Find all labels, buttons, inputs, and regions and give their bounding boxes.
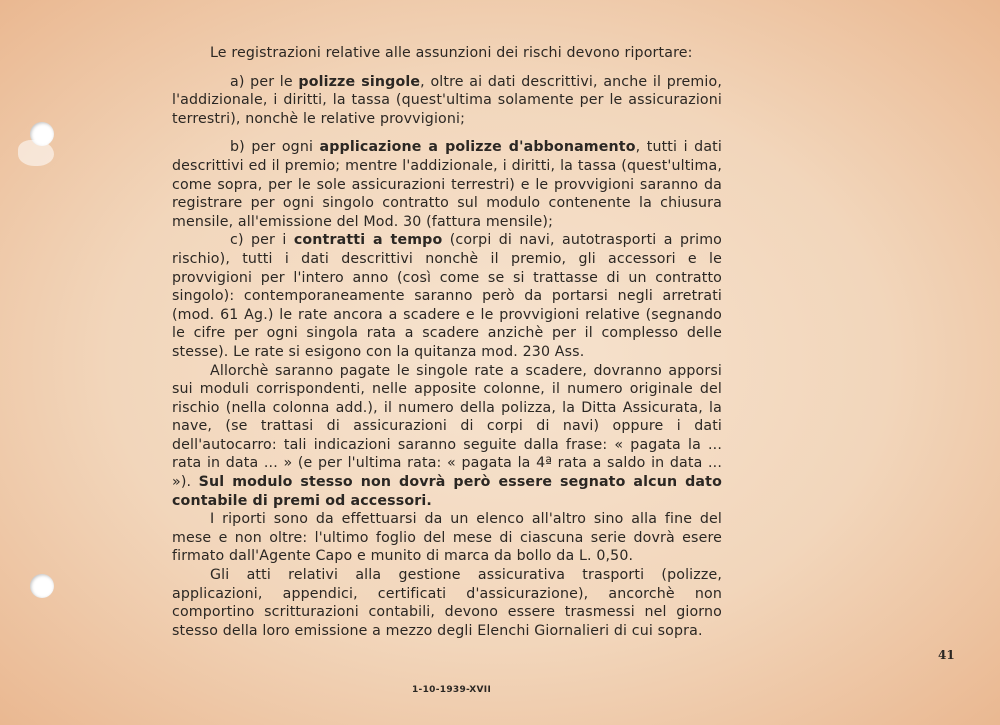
- item-c-paragraph: [172, 231, 722, 361]
- page-number: 41: [938, 648, 955, 662]
- item-c-prefix: c) per i: [230, 232, 294, 249]
- item-b-prefix: b) per ogni: [230, 139, 320, 156]
- item-b-bold: applicazione a polizze d'abbonamento: [319, 139, 636, 156]
- footer-date: 1-10-1939-XVII: [412, 685, 492, 695]
- document-body: [172, 44, 722, 640]
- item-b-rest: , tutti i dati descrittivi ed il premio; mentre l'addizionale, i diritti, la tassa (quest'ultima, come sopra, per le sole assicurazioni terrestri) e le provvigioni saranno da registrare per ogni singolo contratto sul modulo contenente la chiusura mensile, all'emissione del Mod. 30 (fattura mensile);: [172, 139, 722, 230]
- torn-paper-mark: [18, 140, 54, 166]
- atti-paragraph: Gli atti relativi alla gestione assicurativa trasporti (polizze, applicazioni, appendici, certificati d'assicurazione), ancorchè non comportino scritturazioni contabili, devono essere trasmessi nel giorno stesso della loro emissione a mezzo degli Elenchi Giornalieri di cui sopra.: [172, 567, 722, 639]
- item-a-paragraph: [172, 73, 722, 129]
- item-c-rest: (corpi di navi, autotrasporti a primo rischio), tutti i dati descrittivi nonchè il premio, gli accessori e le provvigioni per l'intero anno (così come se si trattasse di un contratto singolo): contemporaneamente saranno però da portarsi negli arretrati (mod. 61 Ag.) le rate ancora a scadere e le provvigioni relative (segnando le cifre per ogni singola rata a scadere anzichè per il complesso delle stesse). Le rate si esigono con la quitanza mod. 230 Ass.: [172, 232, 722, 360]
- item-a-rest: , oltre ai dati descrittivi, anche il premio, l'addizionale, i diritti, la tassa (quest'ultima solamente per le assicurazioni terrestri), nonchè le relative provvigioni;: [172, 73, 722, 127]
- item-a-bold: polizze singole: [298, 73, 421, 90]
- item-b-paragraph: [172, 138, 722, 231]
- rate-paragraph-text: Allorchè saranno pagate le singole rate a scadere, dovranno apporsi sui moduli corrispondenti, nelle apposite colonne, il numero originale del rischio (nella colonna add.), il numero della polizza, la Ditta Assicurata, la nave, (se trattasi di assicurazioni di corpi di navi) oppure i dati dell'autocarro: tali indicazioni saranno seguite dalla frase: « pagata la ... rata in data ... » (e per l'ultima rata: « pagata la 4ª rata a saldo in data ... »).: [172, 362, 722, 491]
- punch-hole-bottom: [30, 574, 54, 598]
- intro-paragraph: Le registrazioni relative alle assunzioni dei rischi devono riportare:: [210, 45, 693, 61]
- rate-paragraph-bold: Sul modulo stesso non dovrà però essere segnato alcun dato contabile di premi od accessori.: [172, 474, 722, 509]
- riporti-paragraph: I riporti sono da effettuarsi da un elenco all'altro sino alla fine del mese e non oltre: l'ultimo foglio del mese di ciascuna serie dovrà esere firmato dall'Agente Capo e munito di marca da bollo da L. 0,50.: [172, 511, 722, 565]
- rate-paragraph: [172, 362, 722, 511]
- item-c-bold: contratti a tempo: [293, 232, 443, 249]
- item-a-prefix: a) per le: [230, 73, 299, 90]
